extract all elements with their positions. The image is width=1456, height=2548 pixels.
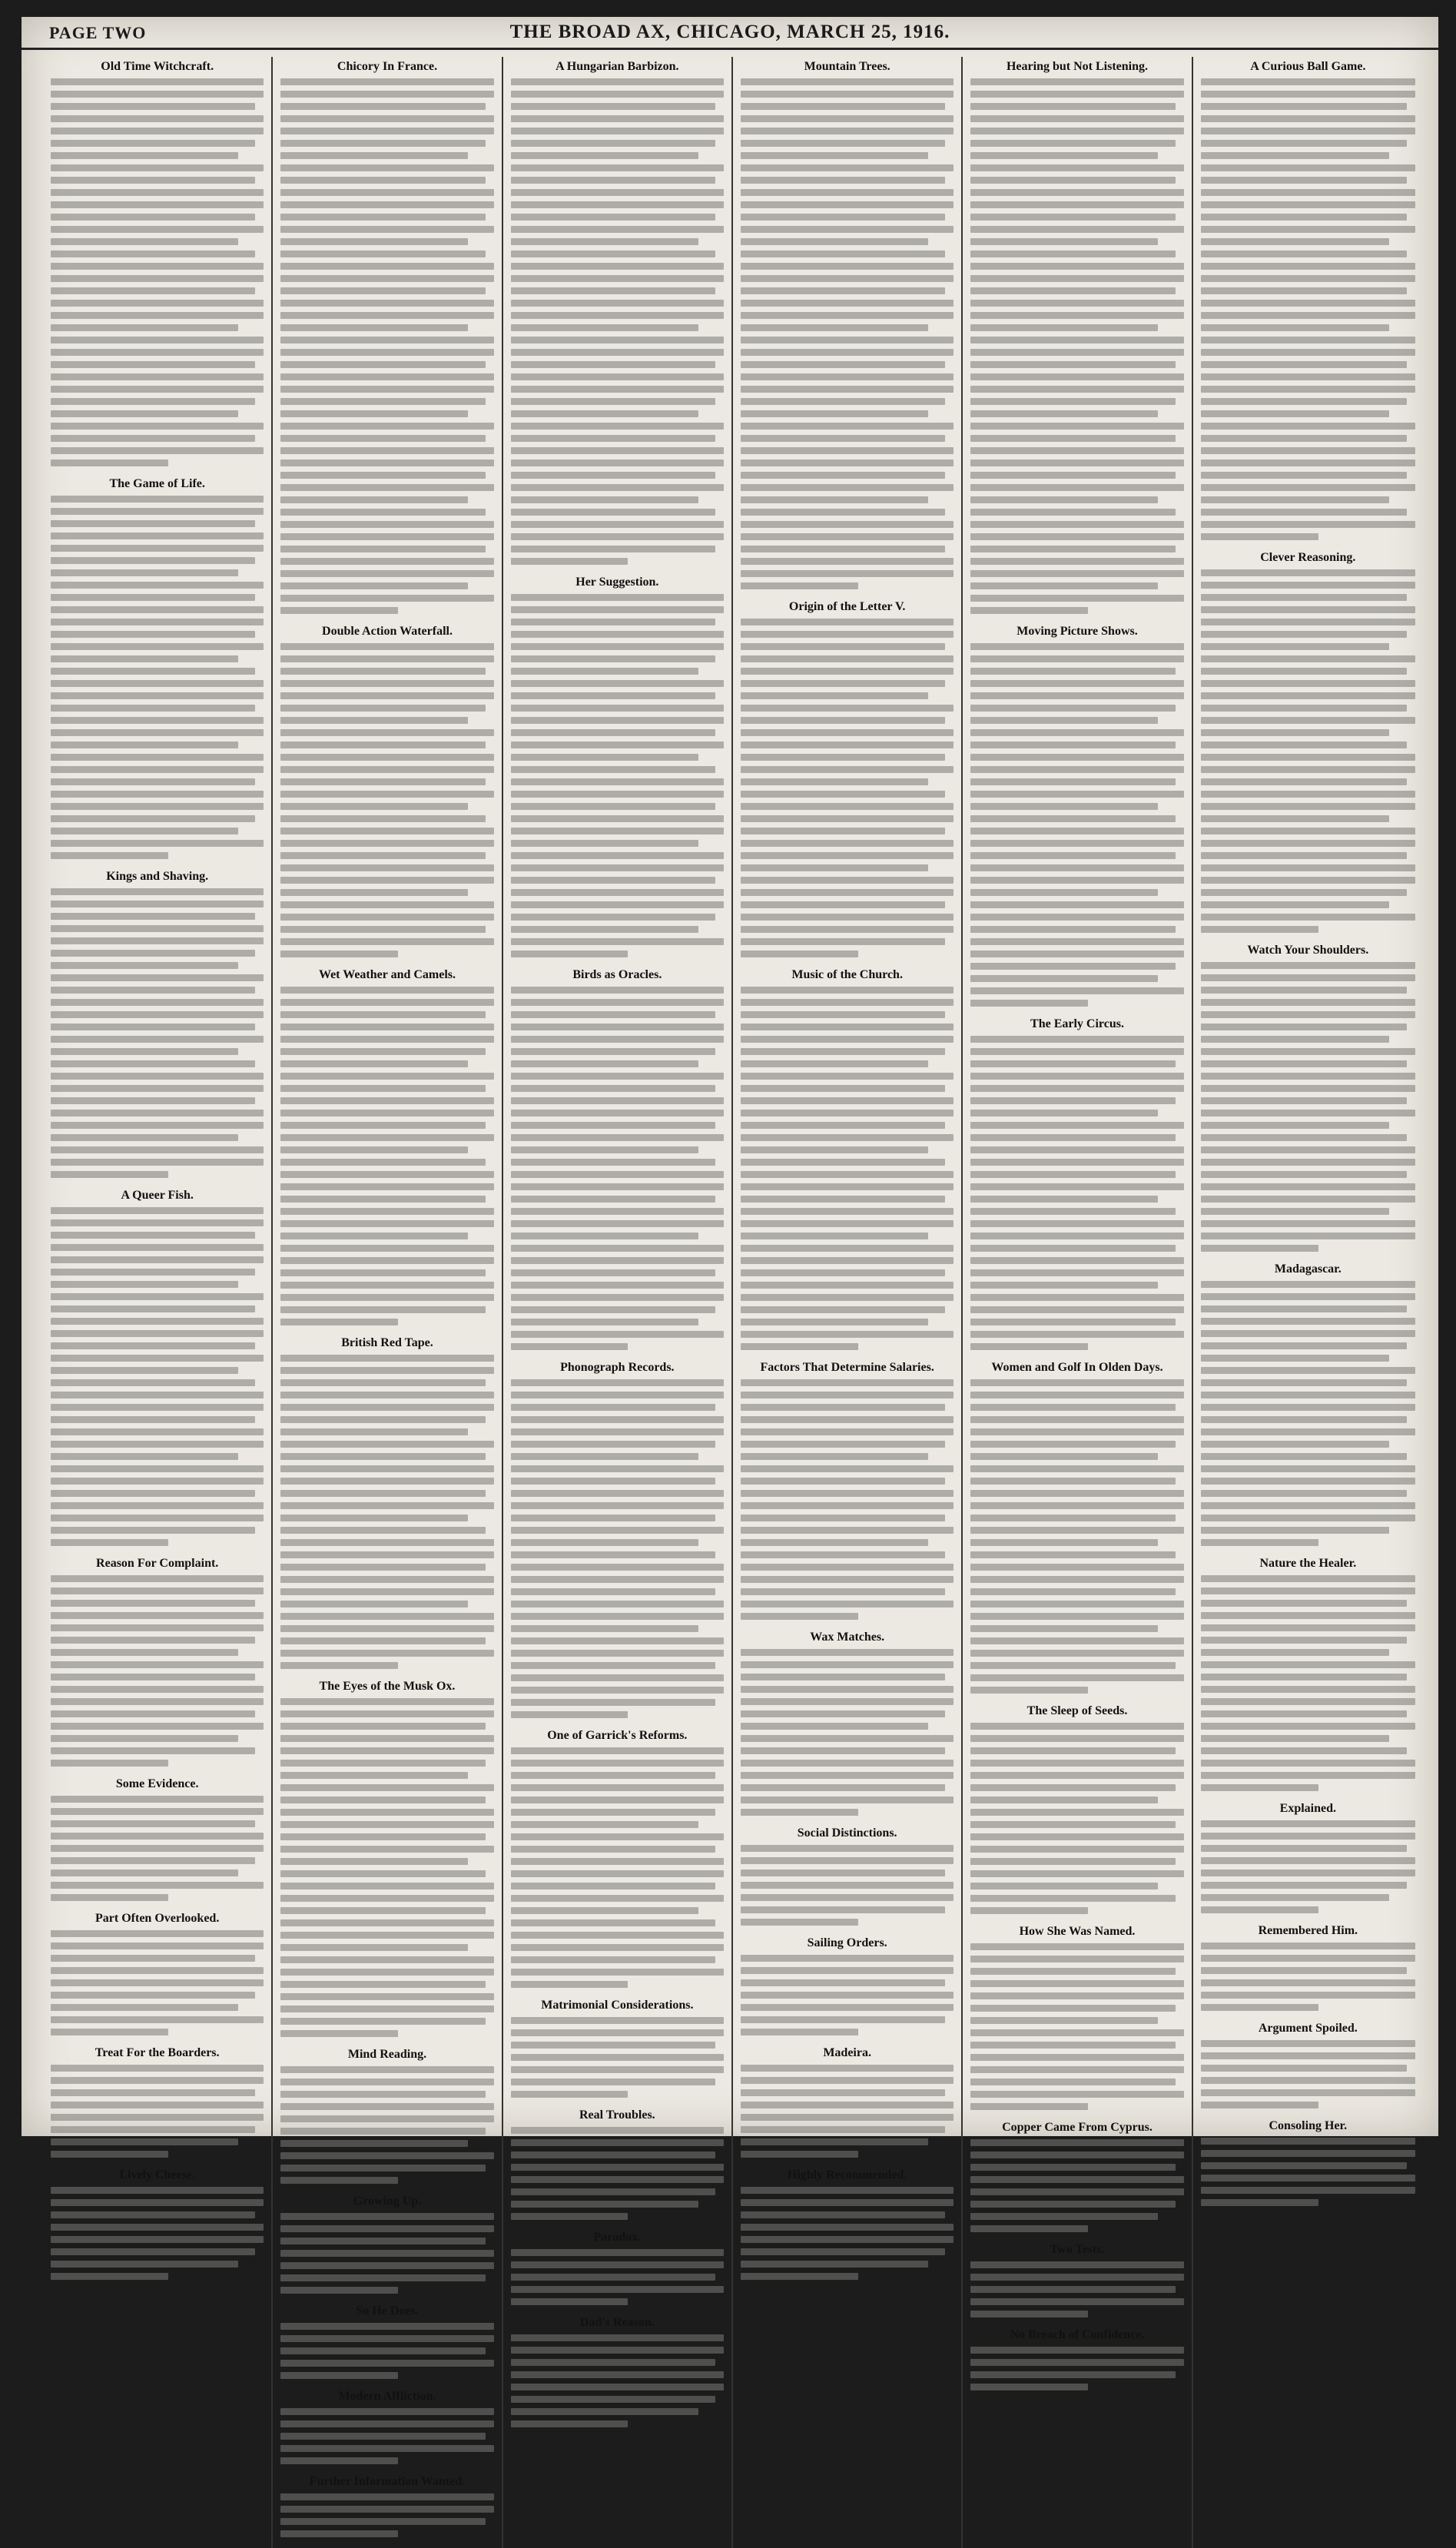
article-body-placeholder [51,1930,264,2035]
article [51,60,264,466]
article [970,1925,1183,2110]
article [511,1729,724,1988]
article-headline: Two Tests. [1050,2243,1105,2256]
article-headline: Remembered Him. [1258,1924,1358,1937]
article [970,2121,1183,2232]
article-headline: Nature the Healer. [1259,1557,1357,1570]
article-headline: So He Does. [356,2304,419,2317]
article [970,1704,1183,1914]
article-body-placeholder [51,496,264,859]
article-body-placeholder [280,2323,493,2379]
article-headline: Highly Recommended. [787,2168,907,2181]
article-body-placeholder [970,2261,1183,2317]
article-body-placeholder [280,78,493,614]
article-body-placeholder [741,1955,954,2035]
article-headline: Madeira. [823,2046,871,2059]
article-headline: Madagascar. [1274,1262,1342,1276]
article-headline: Moving Picture Shows. [1017,625,1138,638]
article-headline: Mind Reading. [347,2048,427,2061]
article [741,600,954,957]
article [280,2304,493,2379]
column-5 [963,57,1192,2548]
article-headline: Clever Reasoning. [1260,551,1356,564]
article-body-placeholder [1201,78,1415,540]
article-body-placeholder [741,1379,954,1620]
article [51,1557,264,1767]
article-headline: Old Time Witchcraft. [101,60,214,73]
article-headline: Origin of the Letter V. [788,600,906,613]
article [511,2108,724,2220]
article-headline: Phonograph Records. [560,1361,675,1374]
article-body-placeholder [280,1698,493,2037]
article [511,60,724,565]
article-headline: Matrimonial Considerations. [541,1999,694,2012]
article-headline: Further Information Wanted. [309,2475,466,2488]
article-headline: Lively Cheese. [119,2168,195,2181]
article [741,1936,954,2035]
article-body-placeholder [280,987,493,1325]
article-body-placeholder [1201,2138,1415,2206]
article [51,1912,264,2035]
article-headline: Music of the Church. [791,968,903,981]
article-headline: Watch Your Shoulders. [1247,944,1369,957]
article [51,2168,264,2280]
article-headline: Modern Affliction. [338,2390,436,2403]
article [1201,1262,1415,1546]
article-headline: A Curious Ball Game. [1250,60,1366,73]
article-headline: Chicory In France. [337,60,438,73]
article [511,576,724,957]
article-body-placeholder [1201,962,1415,1252]
article-body-placeholder [51,1575,264,1767]
article-headline: The Eyes of the Musk Ox. [319,1680,456,1693]
article [511,1999,724,2098]
article-headline: Social Distinctions. [797,1826,897,1840]
article-body-placeholder [511,2017,724,2098]
article-body-placeholder [511,2249,724,2305]
article-body-placeholder [51,888,264,1178]
article-body-placeholder [280,2213,493,2294]
article [741,2168,954,2280]
article-headline: Double Action Waterfall. [322,625,453,638]
article [51,2046,264,2158]
article [741,1361,954,1620]
article-headline: Hearing but Not Listening. [1006,60,1148,73]
article [280,2475,493,2537]
article-columns [43,57,1423,2488]
article-headline: Women and Golf In Olden Days. [991,1361,1163,1374]
article-headline: Explained. [1279,1802,1336,1815]
article [280,1336,493,1669]
article [280,2195,493,2294]
masthead-title: THE BROAD AX, CHICAGO, MARCH 25, 1916. [509,22,950,42]
article-headline: Wax Matches. [810,1631,885,1644]
article-headline: Kings and Shaving. [106,870,209,883]
article-body-placeholder [511,1379,724,1718]
article-body-placeholder [1201,1281,1415,1546]
article-headline: Birds as Oracles. [572,968,662,981]
article-headline: The Early Circus. [1030,1017,1124,1030]
column-4 [733,57,963,2548]
article [280,968,493,1325]
article-headline: Her Suggestion. [575,576,659,589]
article-body-placeholder [741,987,954,1350]
article-headline: British Red Tape. [341,1336,433,1349]
article-headline: Consoling Her. [1269,2119,1348,2132]
article [511,2316,724,2427]
article [1201,1924,1415,2011]
article-body-placeholder [51,2187,264,2280]
article-headline: Part Often Overlooked. [95,1912,220,1925]
article-body-placeholder [741,2065,954,2158]
article [1201,2022,1415,2108]
article-body-placeholder [970,2347,1183,2390]
article-body-placeholder [511,2334,724,2427]
article-body-placeholder [511,987,724,1350]
article [1201,1802,1415,1913]
article-headline: Copper Came From Cyprus. [1002,2121,1153,2134]
column-2 [273,57,502,2548]
article-body-placeholder [970,1723,1183,1914]
article [1201,2119,1415,2206]
article-headline: One of Garrick's Reforms. [547,1729,688,1742]
article-body-placeholder [1201,1943,1415,2011]
article-headline: Growing Up. [353,2195,422,2208]
article-body-placeholder [51,2065,264,2158]
article-body-placeholder [1201,1575,1415,1791]
article [1201,60,1415,540]
article [741,1826,954,1926]
article-body-placeholder [280,643,493,957]
article [51,477,264,859]
article-body-placeholder [970,1036,1183,1350]
article-headline: Wet Weather and Camels. [318,968,456,981]
article-body-placeholder [970,1943,1183,2110]
article-body-placeholder [280,2493,493,2537]
article [970,2328,1183,2390]
article-headline: Dad's Reason. [579,2316,655,2329]
article-body-placeholder [511,594,724,957]
article-body-placeholder [51,78,264,466]
article [511,1361,724,1718]
article [280,2048,493,2184]
article-body-placeholder [970,2139,1183,2232]
article-body-placeholder [970,78,1183,614]
article-headline: The Sleep of Seeds. [1026,1704,1128,1717]
article-body-placeholder [970,1379,1183,1694]
article-body-placeholder [1201,2040,1415,2108]
article-body-placeholder [51,1796,264,1901]
article-body-placeholder [280,1355,493,1669]
article-body-placeholder [741,619,954,957]
article-headline: Reason For Complaint. [96,1557,219,1570]
article [970,1017,1183,1350]
article-body-placeholder [741,78,954,589]
article-body-placeholder [741,1649,954,1816]
article [511,968,724,1350]
article-headline: The Game of Life. [109,477,205,490]
article [511,2231,724,2305]
article-headline: Mountain Trees. [804,60,891,73]
article [970,1361,1183,1694]
masthead [22,17,1438,50]
column-1 [43,57,273,2548]
article-body-placeholder [1201,569,1415,933]
article-headline: Paradox. [593,2231,642,2244]
article [741,60,954,589]
article [970,2243,1183,2317]
article [280,2390,493,2464]
page-label: PAGE TWO [49,23,147,42]
article-headline: Argument Spoiled. [1258,2022,1358,2035]
article-body-placeholder [280,2408,493,2464]
column-3 [503,57,733,2548]
article-body-placeholder [741,1845,954,1926]
article-headline: A Hungarian Barbizon. [556,60,679,73]
article [970,625,1183,1007]
article-body-placeholder [970,643,1183,1007]
article-body-placeholder [511,78,724,565]
article [741,2046,954,2158]
article-body-placeholder [1201,1820,1415,1913]
article-headline: How She Was Named. [1019,1925,1136,1938]
article-headline: A Queer Fish. [121,1189,194,1202]
article-headline: Some Evidence. [115,1777,199,1790]
newspaper-page [22,17,1438,2488]
article [280,625,493,957]
article-body-placeholder [741,2187,954,2280]
article [280,1680,493,2037]
article [1201,1557,1415,1791]
article [51,1777,264,1901]
article-body-placeholder [280,2066,493,2184]
article-headline: Factors That Determine Salaries. [760,1361,934,1374]
article-body-placeholder [51,1207,264,1546]
article-headline: Sailing Orders. [807,1936,887,1949]
article-headline: Treat For the Boarders. [95,2046,220,2059]
column-6 [1193,57,1423,2548]
article [741,968,954,1350]
article [1201,944,1415,1252]
article [51,870,264,1178]
article [1201,551,1415,933]
article-headline: Real Troubles. [579,2108,655,2122]
article-body-placeholder [511,1747,724,1988]
article [280,60,493,614]
article-headline: No Breach of Confidence. [1010,2328,1145,2341]
article-body-placeholder [511,2127,724,2220]
article [970,60,1183,614]
article [51,1189,264,1546]
article [741,1631,954,1816]
